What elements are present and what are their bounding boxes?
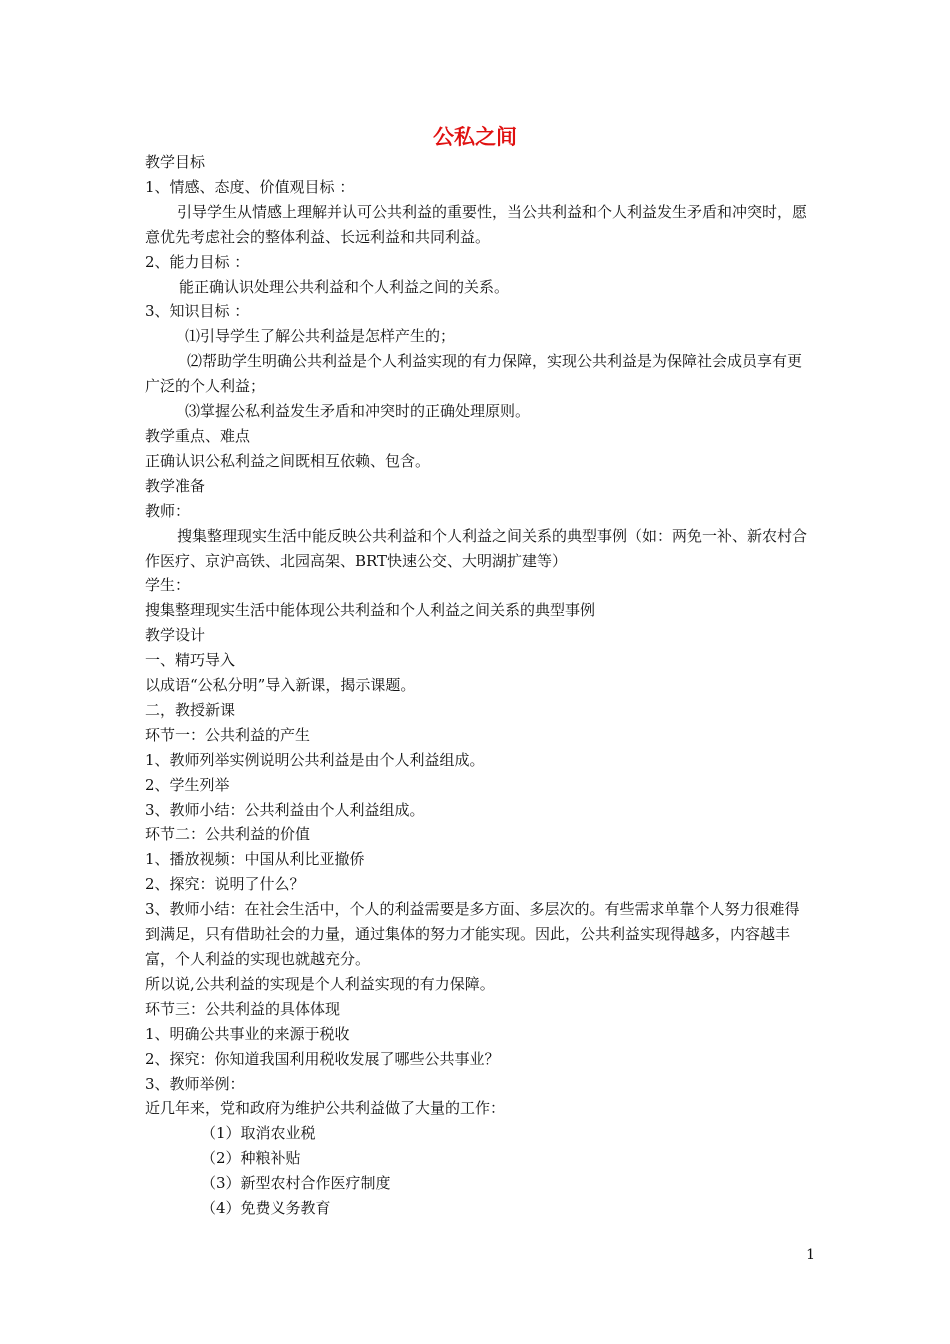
paragraph: 环节一：公共利益的产生: [145, 725, 311, 744]
document-body: [145, 150, 810, 1221]
paragraph: 教师：: [145, 501, 191, 520]
paragraph: 2、能力目标 ：: [145, 252, 250, 271]
paragraph: 能正确认识处理公共利益和个人利益之间的关系。: [179, 277, 510, 296]
paragraph: 以成语“公私分明”导入新课，揭示课题。: [145, 676, 416, 695]
paragraph: 二，教授新课: [145, 700, 236, 719]
paragraph: 1、情感、态度、价值观目标 ：: [145, 177, 355, 196]
paragraph: 教学重点、难点: [145, 426, 251, 445]
paragraph: 引导学生从情感上理解并认可公共利益的重要性，当公共利益和个人利益发生矛盾和冲突时，愿意优先考虑社会的整体利益、长远利益和共同利益。: [145, 202, 808, 246]
paragraph: 教学设计: [145, 626, 206, 645]
paragraph: 1、播放视频：中国从利比亚撤侨: [145, 850, 365, 869]
paragraph: 教学准备: [145, 476, 206, 495]
paragraph: 正确认识公私利益之间既相互依赖、包含。: [145, 451, 431, 470]
paragraph: 环节三：公共利益的具体体现: [145, 999, 341, 1018]
paragraph: 所以说,公共利益的实现是个人利益实现的有力保障。: [145, 974, 495, 993]
paragraph: 一、精巧导入: [145, 651, 236, 670]
paragraph: 1、明确公共事业的来源于税收: [145, 1024, 350, 1043]
paragraph: 1、教师列举实例说明公共利益是由个人利益组成。: [145, 750, 485, 769]
page-number: 1: [806, 1247, 815, 1263]
paragraph: （4）免费义务教育: [201, 1199, 331, 1218]
paragraph: ⑵帮助学生明确公共利益是个人利益实现的有力保障，实现公共利益是为保障社会成员享有更广泛的个人利益；: [145, 352, 803, 396]
paragraph: 2、探究：说明了什么？: [145, 875, 305, 894]
paragraph: （1）取消农业税: [201, 1124, 316, 1143]
paragraph: 学生：: [145, 576, 191, 595]
paragraph: （2）种粮补贴: [201, 1149, 301, 1168]
paragraph: 搜集整理现实生活中能体现公共利益和个人利益之间关系的典型事例: [145, 601, 596, 620]
paragraph: 搜集整理现实生活中能反映公共利益和个人利益之间关系的典型事例（如：两免一补、新农村合作医疗、京沪高铁、北园高架、BRT快速公交、大明湖扩建等）: [145, 526, 808, 570]
paragraph: 3、知识目标 ：: [145, 302, 250, 321]
paragraph: 近几年来，党和政府为维护公共利益做了大量的工作：: [145, 1099, 506, 1118]
paragraph: 3、教师小结：公共利益由个人利益组成。: [145, 800, 425, 819]
paragraph: 教学目标: [145, 153, 206, 171]
paragraph: 2、学生列举: [145, 775, 230, 794]
paragraph: 3、教师小结：在社会生活中，个人的利益需要是多方面、多层次的。有些需求单靠个人努力很难得到满足，只有借助社会的力量，通过集体的努力才能实现。因此，公共利益实现得越多，内容越丰富，个人利益的实现也就越充分。: [145, 900, 800, 968]
paragraph: ⑶掌握公私利益发生矛盾和冲突时的正确处理原则。: [185, 402, 531, 421]
paragraph: （3）新型农村合作医疗制度: [201, 1174, 391, 1193]
document-title: 公私之间: [433, 124, 517, 149]
paragraph: ⑴引导学生了解公共利益是怎样产生的；: [185, 327, 456, 346]
paragraph: 3、教师举例：: [145, 1074, 245, 1093]
paragraph: 2、探究：你知道我国利用税收发展了哪些公共事业？: [145, 1049, 500, 1068]
paragraph: 环节二：公共利益的价值: [145, 825, 311, 844]
